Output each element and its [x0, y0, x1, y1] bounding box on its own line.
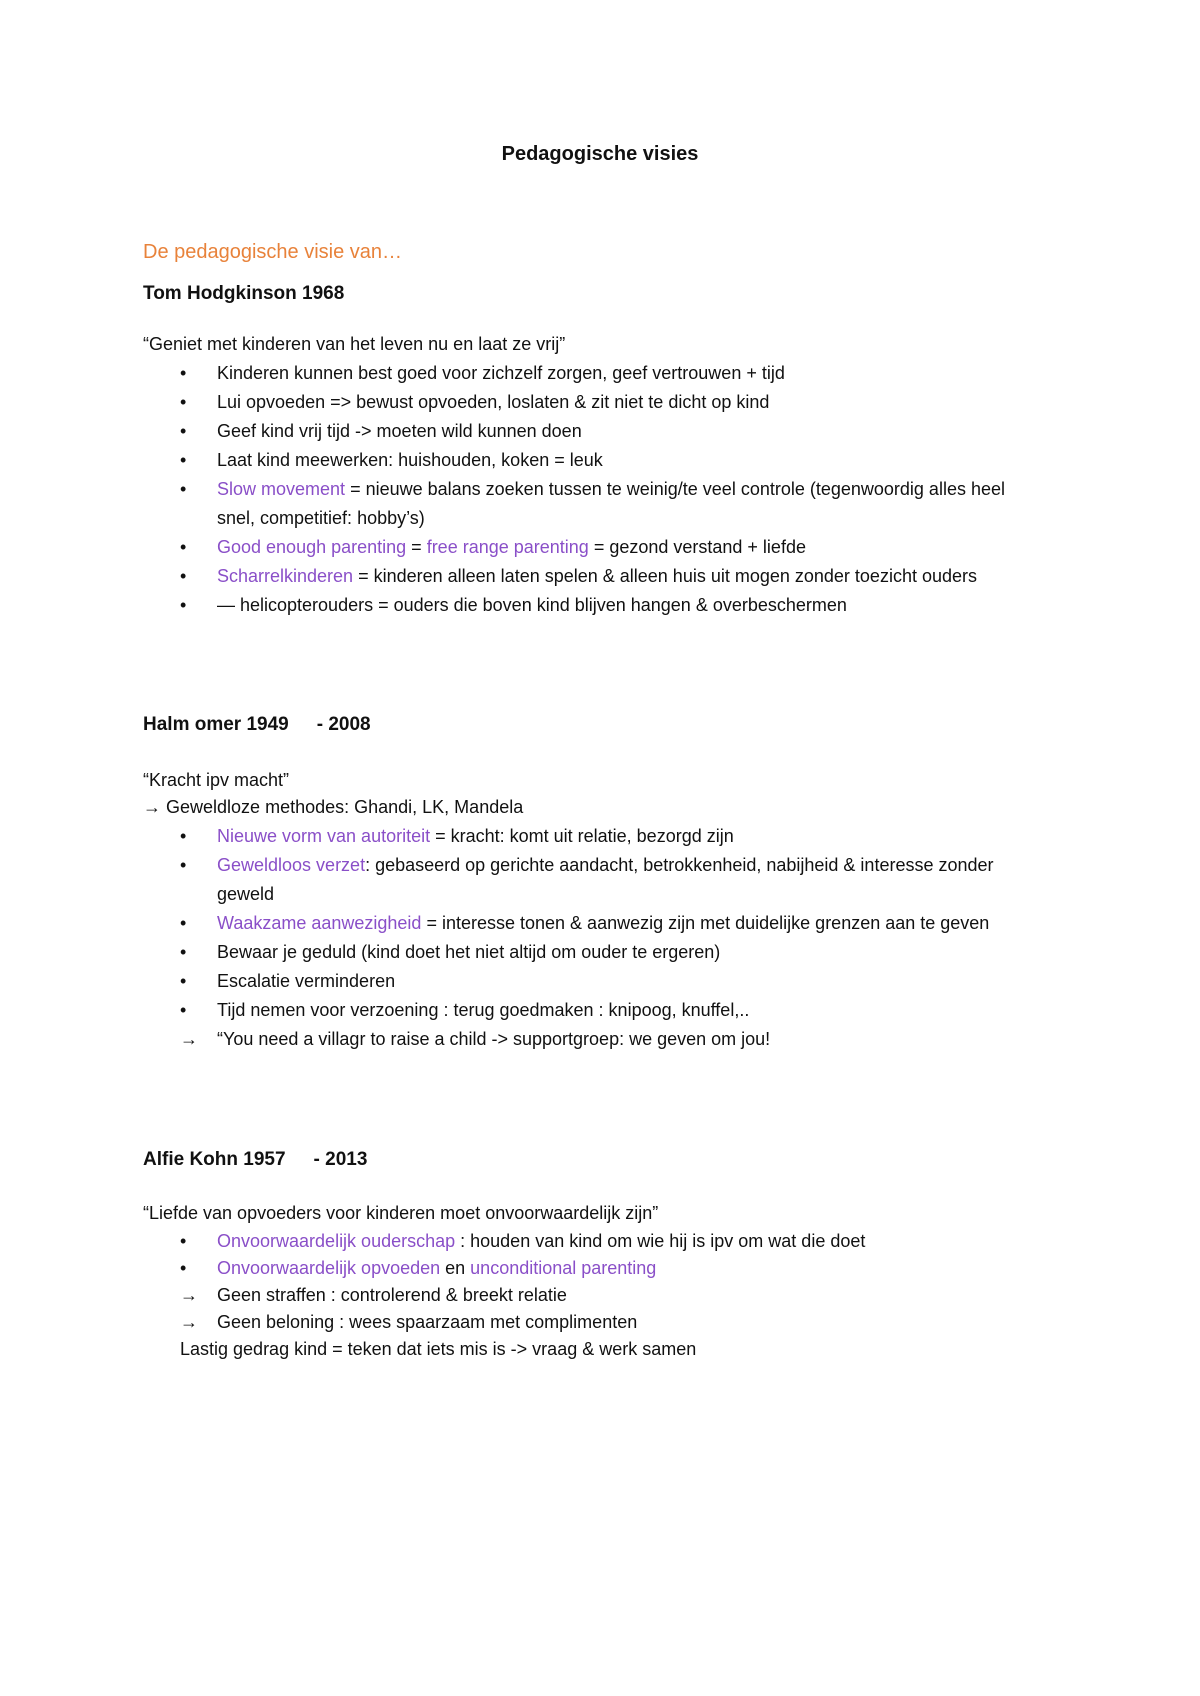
- list-item: • Lui opvoeden => bewust opvoeden, loslaten & zit niet te dicht op kind: [0, 388, 1037, 417]
- list-item: • Good enough parenting = free range parenting = gezond verstand + liefde: [0, 533, 1037, 562]
- bullet-icon: •: [180, 971, 187, 991]
- bullet-icon: •: [180, 537, 187, 557]
- quote-kohn: “Liefde van opvoeders voor kinderen moet onvoorwaardelijk zijn”: [143, 1203, 659, 1223]
- highlight-term: Waakzame aanwezigheid: [217, 913, 422, 933]
- list-item: • Kinderen kunnen best goed voor zichzelf zorgen, geef vertrouwen + tijd: [0, 359, 1037, 388]
- bullet-icon: •: [180, 942, 187, 962]
- heading-hodgkinson: Tom Hodgkinson 1968: [143, 283, 345, 304]
- list-item: • Geef kind vrij tijd -> moeten wild kunnen doen: [0, 417, 1037, 446]
- highlight-term: Geweldloos verzet: [217, 855, 366, 875]
- arrow-line-omer: → Geweldloze methodes: Ghandi, LK, Mandela: [143, 797, 524, 817]
- quote-omer: “Kracht ipv macht”: [143, 770, 290, 790]
- bullet-icon: •: [180, 392, 187, 412]
- list-item: • Nieuwe vorm van autoriteit = kracht: komt uit relatie, bezorgd zijn: [0, 822, 1037, 851]
- list-item: • Geweldloos verzet: gebaseerd op gerichte aandacht, betrokkenheid, nabijheid & interesse zonder geweld: [0, 851, 1037, 909]
- arrow-icon: →: [180, 1312, 198, 1332]
- list-item: • Slow movement = nieuwe balans zoeken tussen te weinig/te veel controle (tegenwoordig alles heel snel, competitief: hobby’s): [0, 475, 1037, 533]
- bullet-icon: •: [180, 1000, 187, 1020]
- list-item: • Onvoorwaardelijk ouderschap : houden van kind om wie hij is ipv om wat die doet: [0, 1228, 1037, 1255]
- highlight-term: unconditional parenting: [470, 1258, 657, 1278]
- list-item: • Tijd nemen voor verzoening : terug goedmaken : knipoog, knuffel,..: [0, 996, 1037, 1025]
- list-item: → Geen straffen : controlerend & breekt relatie: [0, 1282, 1037, 1309]
- bullet-list-omer: [0, 822, 1200, 1054]
- section-subheading: De pedagogische visie van…: [143, 241, 403, 263]
- highlight-term: free range parenting: [426, 537, 589, 557]
- list-item: • Scharrelkinderen = kinderen alleen laten spelen & alleen huis uit mogen zonder toezicht ouders: [0, 562, 1037, 591]
- bullet-list-kohn: [0, 1228, 1200, 1336]
- highlight-term: Nieuwe vorm van autoriteit: [217, 826, 431, 846]
- list-item: → Geen beloning : wees spaarzaam met complimenten: [0, 1309, 1037, 1336]
- closing-line-kohn: Lastig gedrag kind = teken dat iets mis is -> vraag & werk samen: [180, 1339, 697, 1359]
- bullet-icon: •: [180, 855, 187, 875]
- bullet-icon: •: [180, 450, 187, 470]
- bullet-icon: •: [180, 595, 187, 615]
- highlight-term: Scharrelkinderen: [217, 566, 354, 586]
- bullet-icon: •: [180, 421, 187, 441]
- highlight-term: Onvoorwaardelijk ouderschap: [217, 1231, 456, 1251]
- list-item: → “You need a villagr to raise a child -> supportgroep: we geven om jou!: [0, 1025, 1037, 1054]
- bullet-icon: •: [180, 1258, 187, 1278]
- heading-omer: Halm omer 1949 - 2008: [143, 714, 371, 735]
- highlight-term: Slow movement: [217, 479, 346, 499]
- bullet-icon: •: [180, 1231, 187, 1251]
- highlight-term: Onvoorwaardelijk opvoeden: [217, 1258, 441, 1278]
- bullet-icon: •: [180, 363, 187, 383]
- list-item: • Laat kind meewerken: huishouden, koken = leuk: [0, 446, 1037, 475]
- page-title: Pedagogische visies: [501, 143, 699, 165]
- list-item: • Onvoorwaardelijk opvoeden en unconditional parenting: [0, 1255, 1037, 1282]
- list-item: • — helicopterouders = ouders die boven kind blijven hangen & overbeschermen: [0, 591, 1037, 620]
- arrow-icon: →: [143, 797, 161, 817]
- bullet-icon: •: [180, 913, 187, 933]
- highlight-term: Good enough parenting: [217, 537, 407, 557]
- quote-hodgkinson: “Geniet met kinderen van het leven nu en laat ze vrij”: [143, 334, 566, 354]
- list-item: • Escalatie verminderen: [0, 967, 1037, 996]
- bullet-icon: •: [180, 566, 187, 586]
- arrow-icon: →: [180, 1285, 198, 1305]
- bullet-icon: •: [180, 826, 187, 846]
- list-item: • Bewaar je geduld (kind doet het niet altijd om ouder te ergeren): [0, 938, 1037, 967]
- bullet-icon: •: [180, 479, 187, 499]
- arrow-icon: →: [180, 1029, 198, 1049]
- list-item: • Waakzame aanwezigheid = interesse tonen & aanwezig zijn met duidelijke grenzen aan te geven: [0, 909, 1037, 938]
- bullet-list-hodgkinson: [0, 359, 1200, 620]
- heading-kohn: Alfie Kohn 1957 - 2013: [143, 1149, 368, 1170]
